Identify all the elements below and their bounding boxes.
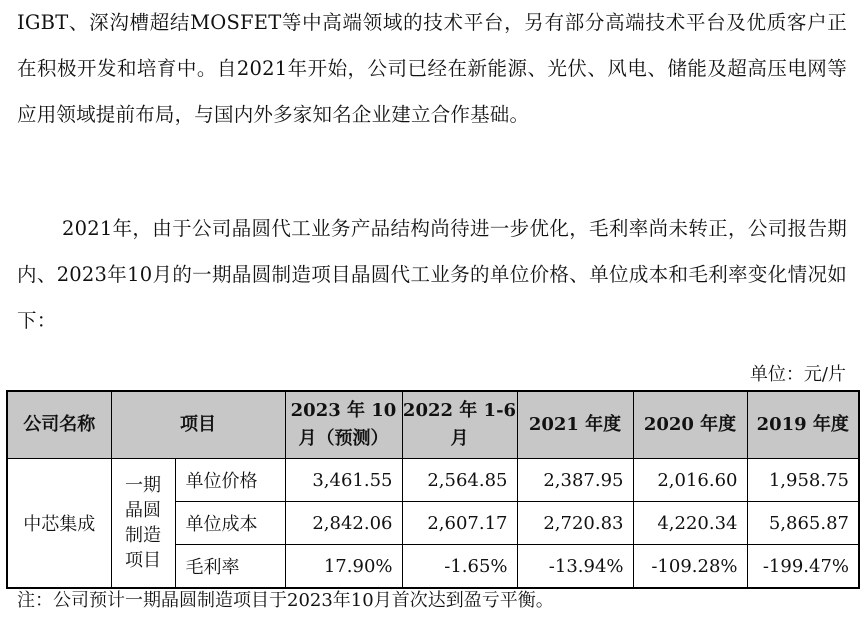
paragraph-margin-analysis: 2021年，由于公司晶圆代工业务产品结构尚待进一步优化，毛利率尚未转正，公司报告期内、2023年10月的一期晶圆制造项目晶圆代工业务的单位价格、单位成本和毛利率变化情况如下： <box>17 217 847 332</box>
company-cell: 中芯集成 <box>7 459 111 589</box>
paragraph-intro: IGBT、深沟槽超结MOSFET等中高端领域的技术平台，另有部分高端技术平台及优质客户正在积极开发和培育中。自2021年开始，公司已经在新能源、光伏、风电、储能及超高压电网等应用领域提前布局，与国内外多家知名企业建立合作基础。 <box>17 11 847 126</box>
project-line: 制造 <box>125 525 161 546</box>
cell-value: 2,607.17 <box>402 502 517 545</box>
header-2020: 2020 年度 <box>633 391 747 459</box>
cell-value: 2,564.85 <box>402 459 517 502</box>
cell-value: 1,958.75 <box>747 459 859 502</box>
financial-table <box>6 390 860 589</box>
project-line: 晶圆 <box>125 500 161 521</box>
table-header-row <box>7 391 859 459</box>
project-line: 一期 <box>125 475 161 496</box>
cell-value: -1.65% <box>402 545 517 589</box>
cell-value: 3,461.55 <box>285 459 402 502</box>
row-label-unit-cost: 单位成本 <box>175 502 285 545</box>
cell-value: 5,865.87 <box>747 502 859 545</box>
table-row <box>7 459 859 502</box>
header-item: 项目 <box>111 391 285 459</box>
cell-value: 4,220.34 <box>633 502 747 545</box>
unit-label: 单位：元/片 <box>749 364 846 385</box>
project-cell <box>111 459 175 589</box>
project-line: 项目 <box>125 550 161 571</box>
cell-value: 2,842.06 <box>285 502 402 545</box>
cell-value: -199.47% <box>747 545 859 589</box>
header-company: 公司名称 <box>7 391 111 459</box>
header-2023-oct: 2023 年 10 月（预测） <box>285 391 402 459</box>
header-2021: 2021 年度 <box>517 391 633 459</box>
cell-value: 2,387.95 <box>517 459 633 502</box>
table-footnote: 注：公司预计一期晶圆制造项目于2023年10月首次达到盈亏平衡。 <box>17 590 554 611</box>
header-2022-h1: 2022 年 1-6 月 <box>402 391 517 459</box>
cell-value: 2,720.83 <box>517 502 633 545</box>
header-2019: 2019 年度 <box>747 391 859 459</box>
row-label-unit-price: 单位价格 <box>175 459 285 502</box>
cell-value: 2,016.60 <box>633 459 747 502</box>
cell-value: -13.94% <box>517 545 633 589</box>
cell-value: 17.90% <box>285 545 402 589</box>
cell-value: -109.28% <box>633 545 747 589</box>
row-label-gross-margin: 毛利率 <box>175 545 285 589</box>
